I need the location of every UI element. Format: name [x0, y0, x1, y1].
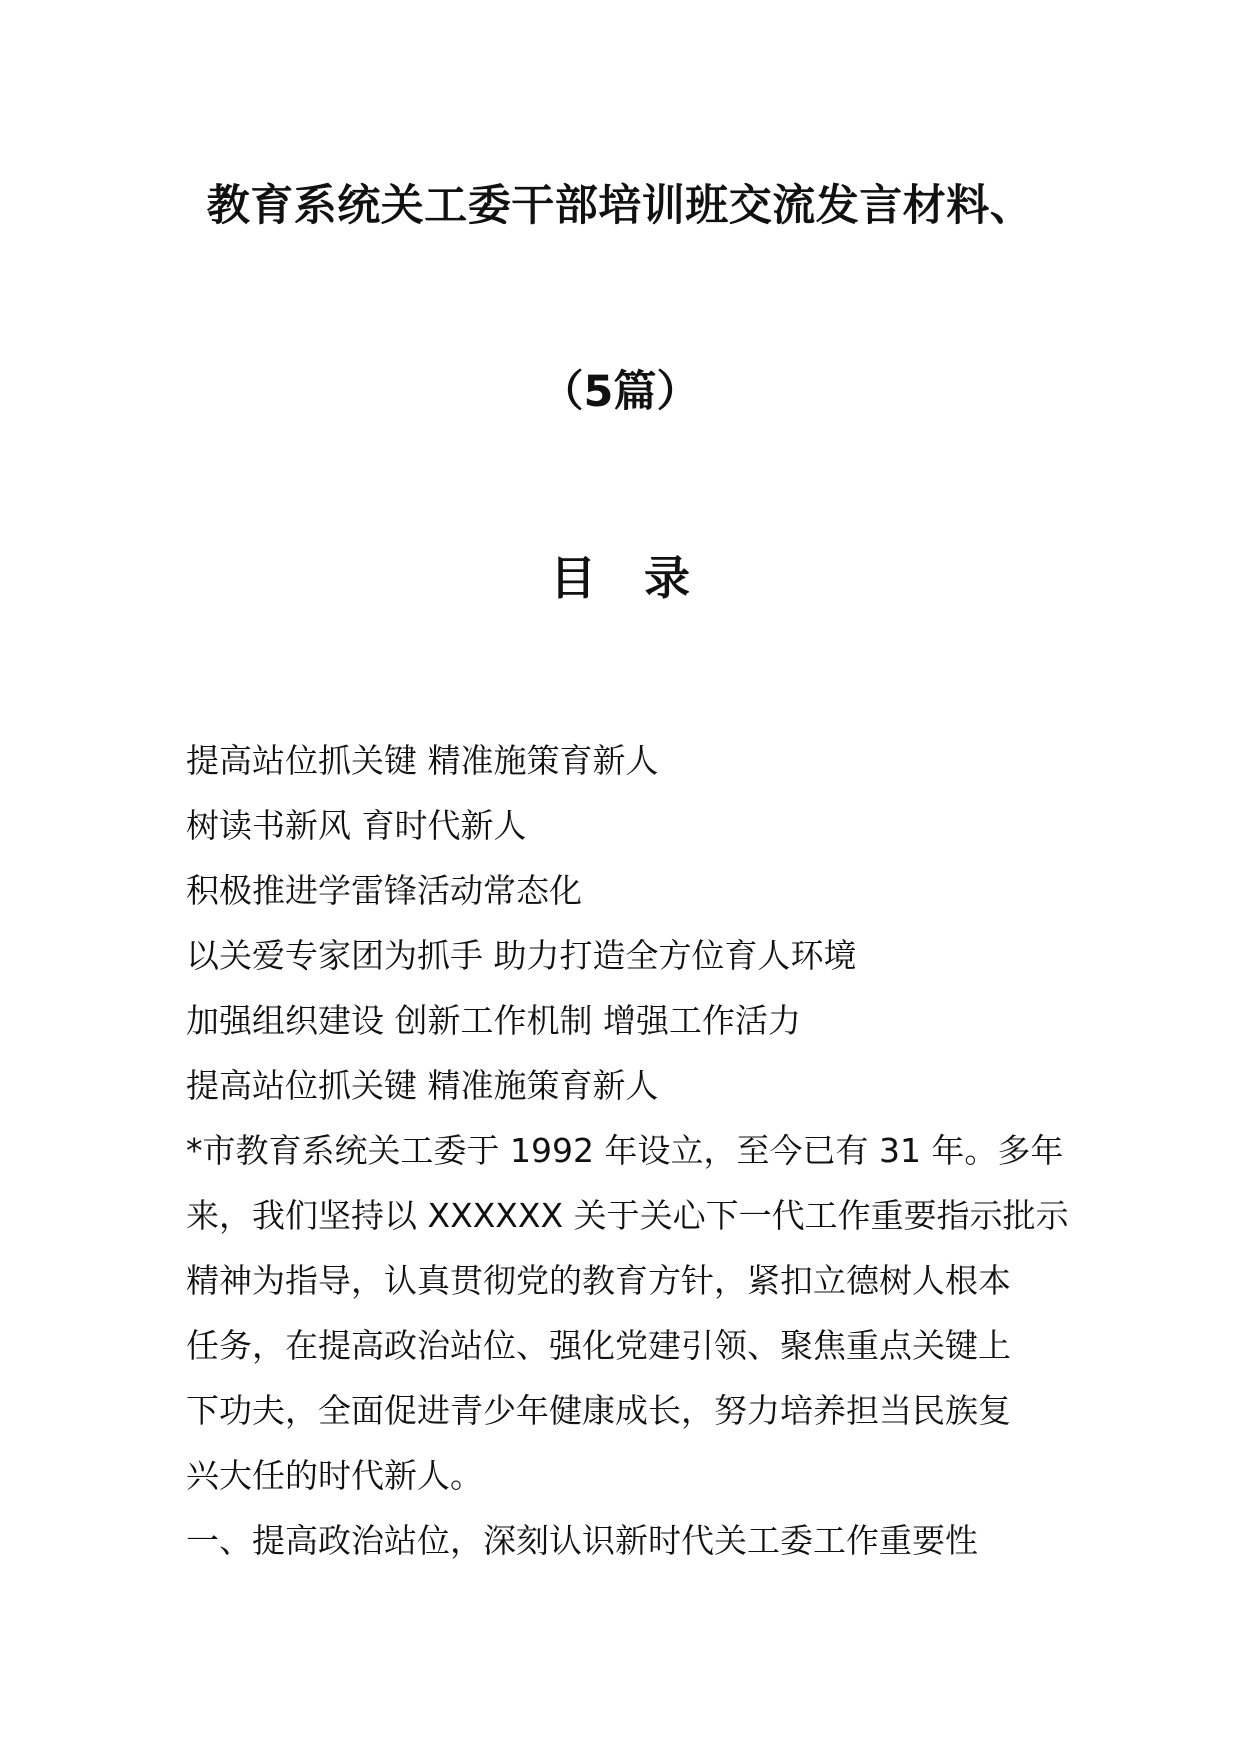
toc-item: 提高站位抓关键 精准施策育新人 [186, 741, 659, 780]
toc-item: 以关爱专家团为抓手 助力打造全方位育人环境 [186, 936, 857, 975]
toc-heading: 目 录 [549, 551, 706, 605]
toc-item: 树读书新风 育时代新人 [186, 806, 527, 845]
paragraph-line: *市教育系统关工委于 1992 年设立，至今已有 31 年。多年 [186, 1131, 1064, 1170]
paragraph-line: 任务，在提高政治站位、强化党建引领、聚焦重点关键上 [186, 1326, 1011, 1365]
table-of-contents [186, 728, 1056, 1053]
paragraph-line: 兴大任的时代新人。 [186, 1456, 483, 1495]
section-heading-1: 一、提高政治站位，深刻认识新时代关工委工作重要性 [186, 1521, 978, 1560]
toc-item: 积极推进学雷锋活动常态化 [186, 871, 582, 910]
section-title: 提高站位抓关键 精准施策育新人 [186, 1066, 659, 1105]
body-paragraph [186, 1118, 1069, 1508]
document-title: 教育系统关工委干部培训班交流发言材料、 [206, 181, 1034, 231]
paragraph-line: 来，我们坚持以 XXXXXX 关于关心下一代工作重要指示批示 [186, 1196, 1069, 1235]
toc-item: 加强组织建设 创新工作机制 增强工作活力 [186, 1001, 801, 1040]
paragraph-line: 下功夫，全面促进青少年健康成长，努力培养担当民族复 [186, 1391, 1011, 1430]
paragraph-line: 精神为指导，认真贯彻党的教育方针，紧扣立德树人根本 [186, 1261, 1011, 1300]
document-body [186, 728, 1069, 1573]
document-subtitle: （5篇） [540, 367, 700, 417]
